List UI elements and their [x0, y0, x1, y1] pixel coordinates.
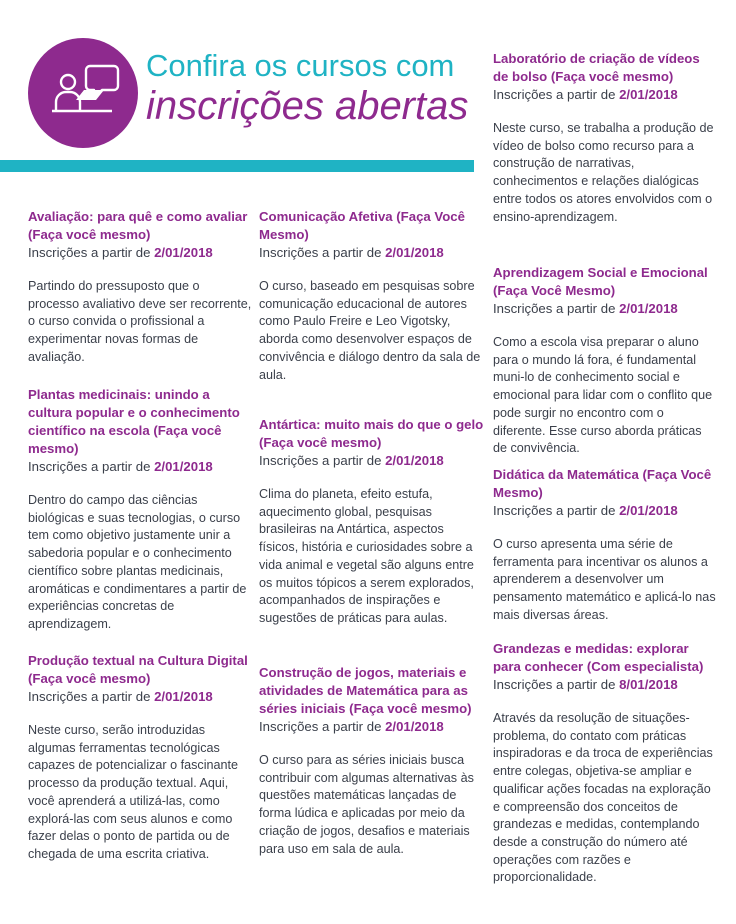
page-title-line-1: Confira os cursos com	[146, 48, 455, 83]
course-date: 2/01/2018	[619, 301, 678, 316]
course-date: 2/01/2018	[619, 503, 678, 518]
course-description: Como a escola visa preparar o aluno para o mundo lá fora, é fundamental muni-lo de conhecimento social e emocional para lidar com o conflito que pode surgir no encontro com o diferente. Esse curso aborda práticas de convivência.	[493, 335, 713, 456]
teacher-computer-icon	[28, 38, 138, 148]
date-prefix: Inscrições a partir de	[493, 677, 616, 692]
page-title-line-2: inscrições abertas	[146, 84, 469, 128]
course-title: Aprendizagem Social e Emocional (Faça Você Mesmo)	[493, 265, 708, 298]
course-date-line	[28, 458, 253, 476]
course-title: Grandezas e medidas: explorar para conhecer (Com especialista)	[493, 641, 704, 674]
course-title: Laboratório de criação de vídeos de bolso (Faça você mesmo)	[493, 51, 700, 84]
course-date: 8/01/2018	[619, 677, 678, 692]
course-date: 2/01/2018	[154, 459, 213, 474]
course-date-line	[493, 502, 718, 520]
course-card	[493, 50, 718, 226]
course-date-line	[493, 86, 718, 104]
course-date-line	[493, 676, 718, 694]
course-title: Antártica: muito mais do que o gelo (Faça você mesmo)	[259, 417, 484, 450]
course-card	[259, 208, 484, 384]
course-title: Comunicação Afetiva (Faça Você Mesmo)	[259, 209, 465, 242]
date-prefix: Inscrições a partir de	[259, 245, 382, 260]
course-date-line	[28, 688, 253, 706]
course-description: Neste curso, serão introduzidas algumas ferramentas tecnológicas capazes de potencializar o fascinante processo da produção textual. Aqui, você aprenderá a utilizá-las, como explorá-las com seus alunos e como fazer delas o ponto de partida ou de chegada de uma escrita criativa.	[28, 723, 239, 861]
course-card	[28, 208, 253, 367]
course-card	[259, 416, 484, 628]
course-date-line	[28, 244, 253, 262]
date-prefix: Inscrições a partir de	[493, 503, 616, 518]
date-prefix: Inscrições a partir de	[493, 87, 616, 102]
header-divider	[0, 160, 474, 172]
course-description: Partindo do pressuposto que o processo avaliativo deve ser recorrente, o curso convida o profissional a experimentar novas formas de avaliação.	[28, 279, 252, 364]
course-date: 2/01/2018	[154, 689, 213, 704]
course-description: O curso apresenta uma série de ferramenta para incentivar os alunos a aprenderem a desenvolver um pensamento matemático e aplicá-lo nas mais diversas áreas.	[493, 537, 716, 622]
course-date: 2/01/2018	[385, 719, 444, 734]
course-date: 2/01/2018	[154, 245, 213, 260]
course-card	[493, 640, 718, 887]
course-title: Avaliação: para quê e como avaliar (Faça você mesmo)	[28, 209, 248, 242]
course-card	[493, 466, 718, 625]
course-title: Produção textual na Cultura Digital (Faça você mesmo)	[28, 653, 248, 686]
course-description: O curso para as séries iniciais busca contribuir com algumas alternativas às questões matemáticas lançadas de forma lúdica e aplicadas por meio da criação de jogos, desafios e materiais para uso em sala de aula.	[259, 753, 474, 856]
date-prefix: Inscrições a partir de	[28, 459, 151, 474]
date-prefix: Inscrições a partir de	[259, 719, 382, 734]
course-date: 2/01/2018	[619, 87, 678, 102]
course-date-line	[259, 452, 484, 470]
date-prefix: Inscrições a partir de	[493, 301, 616, 316]
course-date: 2/01/2018	[385, 453, 444, 468]
date-prefix: Inscrições a partir de	[28, 689, 151, 704]
course-description: Neste curso, se trabalha a produção de vídeo de bolso como recurso para a construção de narrativas, conhecimentos e relações dialógicas entre todos os atores envolvidos com o ensino-aprendizagem.	[493, 121, 714, 224]
course-card	[28, 652, 253, 864]
course-description: Clima do planeta, efeito estufa, aquecimento global, pesquisas brasileiras na Antártica, aspectos físicos, história e curiosidades sobre a vida animal e vegetal são alguns entre os muitos tópicos a serem explorados, acompanhados de inspirações e sugestões de práticas para aulas.	[259, 487, 474, 625]
course-date: 2/01/2018	[385, 245, 444, 260]
course-date-line	[259, 244, 484, 262]
course-title: Construção de jogos, materiais e atividades de Matemática para as séries iniciais (Faça você mesmo)	[259, 665, 472, 716]
course-description: Dentro do campo das ciências biológicas e suas tecnologias, o curso tem como objetivo justamente unir a sabedoria popular e o conhecimento científico sobre plantas medicinais, aromáticas e condimentares a partir de experiências concretas de aprendizagem.	[28, 493, 247, 631]
date-prefix: Inscrições a partir de	[28, 245, 151, 260]
course-date-line	[259, 718, 484, 736]
course-description: Através da resolução de situações-problema, do contato com práticas inspiradoras e da troca de experiências entre colegas, objetiva-se ampliar e qualificar ações focadas na exploração e compreensão dos conceitos de grandezas e medidas, contemplando desde a construção do número até operações com razões e proporcionalidade.	[493, 711, 713, 885]
course-description: O curso, baseado em pesquisas sobre comunicação educacional de autores como Paulo Freire e Leo Vigotsky, aborda como desenvolver espaços de convivência e diálogo dentro da sala de aula.	[259, 279, 481, 382]
course-date-line	[493, 300, 718, 318]
course-title: Didática da Matemática (Faça Você Mesmo)	[493, 467, 712, 500]
course-card	[28, 386, 253, 634]
date-prefix: Inscrições a partir de	[259, 453, 382, 468]
course-card	[259, 664, 484, 858]
course-title: Plantas medicinais: unindo a cultura popular e o conhecimento científico na escola (Faça você mesmo)	[28, 387, 240, 456]
course-card	[493, 264, 718, 458]
